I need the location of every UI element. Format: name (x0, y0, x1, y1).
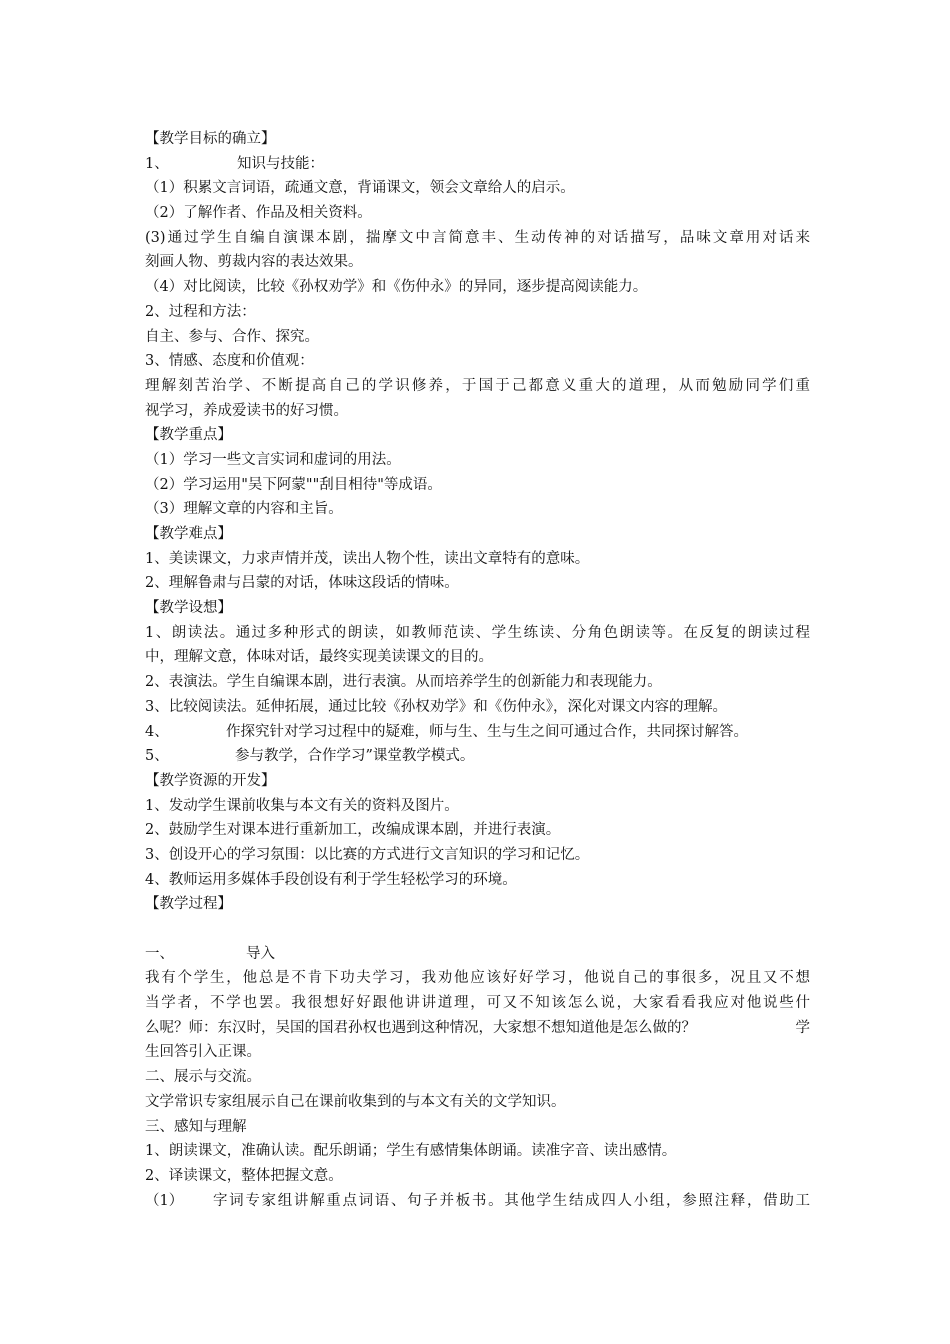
key-point-2: （2）学习运用"吴下阿蒙""刮目相待"等成语。 (145, 476, 442, 493)
goal-3-body-line-2: 视学习，养成爱读书的好习惯。 (145, 402, 348, 419)
goal-1-item-4: （4）对比阅读，比较《孙权劝学》和《伤仲永》的异同，逐步提高阅读能力。 (145, 279, 648, 296)
difficulty-1: 1、美读课文，力求声情并茂，读出人物个性，读出文章特有的意味。 (145, 550, 590, 567)
goal-3-body-line-1: 理解刻苦治学、不断提高自己的学识修养，于国于己都意义重大的道理，从而勉励同学们重 (145, 377, 810, 394)
goal-3-title: 3、情感、态度和价值观： (145, 353, 314, 370)
design-2: 2、表演法。学生自编课本剧，进行表演。从而培养学生的创新能力和表现能力。 (145, 674, 662, 691)
design-5 (145, 744, 810, 769)
process-1-line-4: 生回答引入正课。 (145, 1044, 261, 1061)
process-1-number: 一、 (145, 945, 174, 962)
goal-1-label: 知识与技能： (237, 155, 324, 172)
design-4-body: 作探究针对学习过程中的疑难，师与生、生与生之间可通过合作，共同探讨解答。 (226, 723, 748, 740)
design-5-body: 参与教学，合作学习”课堂教学模式。 (235, 748, 475, 765)
process-2-body: 文学常识专家组展示自己在课前收集到的与本文有关的文学知识。 (145, 1093, 566, 1110)
process-1-line-1: 我有个学生，他总是不肯下功夫学习，我劝他应该好好学习，他说自己的事很多，况且又不想 (145, 970, 810, 987)
blank-line (145, 917, 810, 942)
goal-2-body: 自主、参与、合作、探究。 (145, 328, 319, 345)
section-heading-goals: 【教学目标的确立】 (145, 131, 276, 147)
goal-1-item-3-line-2: 刻画人物、剪裁内容的表达效果。 (145, 254, 363, 271)
process-2-title: 二、展示与交流。 (145, 1069, 261, 1086)
key-point-1: （1）学习一些文言实词和虚词的用法。 (145, 451, 401, 468)
resource-4: 4、教师运用多媒体手段创设有利于学生轻松学习的环境。 (145, 871, 517, 888)
process-3-item-3-body: 字词专家组讲解重点词语、句子并板书。其他学生结成四人小组，参照注释，借助工 (213, 1192, 810, 1209)
process-1-line-3-text: 么呢？师：东汉时，吴国的国君孙权也遇到这种情况，大家想不想知道他是怎么做的？ (145, 1019, 696, 1036)
key-point-3: （3）理解文章的内容和主旨。 (145, 501, 343, 518)
section-heading-process: 【教学过程】 (145, 896, 232, 913)
process-1-line-3-tail: 学 (795, 1019, 810, 1036)
goal-2-title: 2、过程和方法： (145, 303, 256, 320)
difficulty-2: 2、理解鲁肃与吕蒙的对话，体味这段话的情味。 (145, 575, 459, 592)
goal-1-item-3-line-1: (3)通过学生自编自演课本剧，揣摩文中言简意丰、生动传神的对话描写，品味文章用对话来 (145, 229, 810, 246)
design-5-number: 5、 (145, 748, 169, 765)
process-3-item-2: 2、译读课文，整体把握文意。 (145, 1167, 343, 1184)
section-heading-design: 【教学设想】 (145, 600, 232, 617)
process-1-line-2: 当学者，不学也罢。我很想好好跟他讲讲道理，可又不知该怎么说，大家看看我应对他说些什 (145, 995, 810, 1012)
document-page (145, 127, 810, 1213)
goal-1-title (145, 152, 810, 177)
process-1-line-3 (145, 1016, 810, 1041)
goal-1-number: 1、 (145, 155, 169, 172)
process-1-label: 导入 (246, 945, 275, 962)
goal-1-item-1: （1）积累文言词语，疏通文意，背诵课文，领会文章给人的启示。 (145, 180, 575, 197)
resource-2: 2、鼓励学生对课本进行重新加工，改编成课本剧，并进行表演。 (145, 822, 561, 839)
process-1-title (145, 942, 810, 967)
section-heading-difficulties: 【教学难点】 (145, 526, 232, 542)
process-3-item-3-number: （1） (145, 1192, 184, 1209)
resource-3: 3、创设开心的学习氛围：以比赛的方式进行文言知识的学习和记忆。 (145, 846, 590, 863)
design-3: 3、比较阅读法。延伸拓展，通过比较《孙权劝学》和《伤仲永》，深化对课文内容的理解。 (145, 698, 727, 715)
section-heading-resources: 【教学资源的开发】 (145, 772, 276, 789)
process-3-title: 三、感知与理解 (145, 1118, 247, 1135)
design-1-line-1: 1、朗读法。通过多种形式的朗读，如教师范读、学生练读、分角色朗读等。在反复的朗读过程 (145, 624, 810, 641)
section-heading-key-points: 【教学重点】 (145, 427, 232, 444)
process-3-item-1: 1、朗读课文，准确认读。配乐朗诵；学生有感情集体朗诵。读准字音、读出感情。 (145, 1143, 677, 1160)
resource-1: 1、发动学生课前收集与本文有关的资料及图片。 (145, 797, 459, 814)
process-3-item-3 (145, 1189, 810, 1214)
design-1-line-2: 中，理解文意，体味对话，最终实现美读课文的目的。 (145, 649, 493, 666)
design-4-number: 4、 (145, 723, 169, 740)
design-4 (145, 720, 810, 745)
goal-1-item-2: （2）了解作者、作品及相关资料。 (145, 205, 372, 222)
